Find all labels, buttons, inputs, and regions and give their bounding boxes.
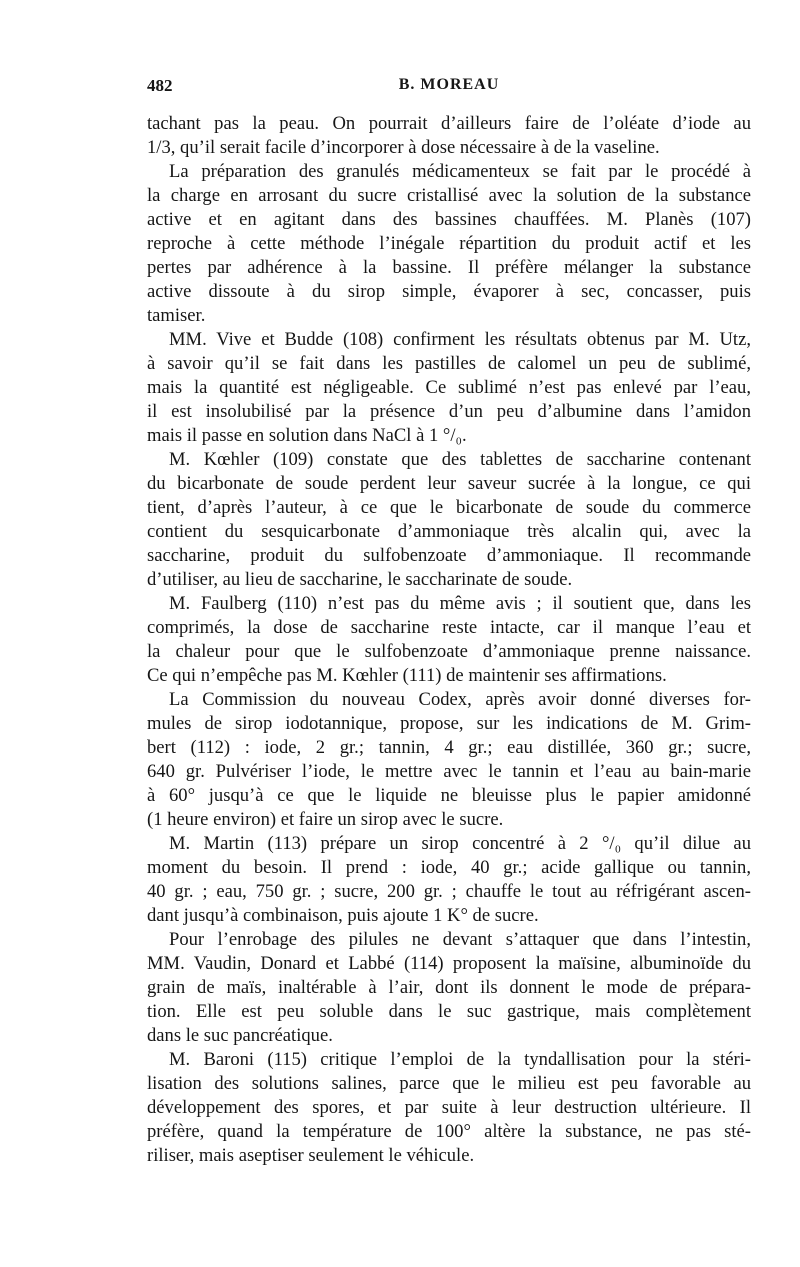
text-line: à 60° jusqu’à ce que le liquide ne bleuisse plus le papier amidonné (147, 785, 751, 806)
page-header (147, 76, 751, 102)
text-line: d’utiliser, au lieu de saccharine, le saccharinate de soude. (147, 569, 573, 590)
text-line: tachant pas la peau. On pourrait d’ailleurs faire de l’oléate d’iode au (147, 113, 751, 134)
text-line: mais la quantité est négligeable. Ce sublimé n’est pas enlevé par l’eau, (147, 377, 751, 398)
text-line: saccharine, produit du sulfobenzoate d’ammoniaque. Il recommande (147, 545, 751, 566)
text-line: tient, d’après l’auteur, à ce que le bicarbonate de soude du commerce (147, 497, 751, 518)
text-line: lisation des solutions salines, parce que le milieu est peu favorable au (147, 1073, 751, 1094)
text-line: tion. Elle est peu soluble dans le suc gastrique, mais complètement (147, 1001, 751, 1022)
text-line: il est insolubilisé par la présence d’un peu d’albumine dans l’amidon (147, 401, 751, 422)
text-line: la chaleur pour que le sulfobenzoate d’ammoniaque prenne naissance. (147, 641, 751, 662)
text-line: M. Martin (113) prépare un sirop concentré à 2 °/₀ qu’il dilue au (169, 833, 751, 854)
text-line: préfère, quand la température de 100° altère la substance, ne pas sté- (147, 1121, 751, 1142)
text-line: M. Baroni (115) critique l’emploi de la tyndallisation pour la stéri- (169, 1049, 751, 1070)
text-line: M. Faulberg (110) n’est pas du même avis ; il soutient que, dans les (169, 593, 751, 614)
text-line: la charge en arrosant du sucre cristallisé avec la solution de la substance (147, 185, 751, 206)
text-line: dant jusqu’à combinaison, puis ajoute 1 K° de sucre. (147, 905, 539, 926)
text-line: (1 heure environ) et faire un sirop avec le sucre. (147, 809, 504, 830)
text-line: contient du sesquicarbonate d’ammoniaque très alcalin qui, avec la (147, 521, 751, 542)
text-line: du bicarbonate de soude perdent leur saveur sucrée à la longue, ce qui (147, 473, 751, 494)
text-line: Ce qui n’empêche pas M. Kœhler (111) de maintenir ses affirmations. (147, 665, 667, 686)
text-line: La Commission du nouveau Codex, après avoir donné diverses for- (169, 689, 751, 710)
text-line: tamiser. (147, 305, 206, 326)
text-line: reproche à cette méthode l’inégale répartition du produit actif et les (147, 233, 751, 254)
text-line: mais il passe en solution dans NaCl à 1 °/₀. (147, 425, 467, 446)
text-line: riliser, mais aseptiser seulement le véhicule. (147, 1145, 475, 1166)
text-line: La préparation des granulés médicamenteux se fait par le procédé à (169, 161, 751, 182)
text-line: bert (112) : iode, 2 gr.; tannin, 4 gr.; eau distillée, 360 gr.; sucre, (147, 737, 751, 758)
text-line: développement des spores, et par suite à leur destruction ultérieure. Il (147, 1097, 751, 1118)
text-line: 1/3, qu’il serait facile d’incorporer à dose nécessaire à de la vaseline. (147, 137, 660, 158)
running-head: B. MOREAU (398, 76, 500, 93)
text-line: à savoir qu’il se fait dans les pastilles de calomel un peu de sublimé, (147, 353, 751, 374)
text-line: M. Kœhler (109) constate que des tablettes de saccharine contenant (169, 449, 751, 470)
text-line: 40 gr. ; eau, 750 gr. ; sucre, 200 gr. ; chauffe le tout au réfrigérant ascen- (147, 881, 751, 902)
text-line: comprimés, la dose de saccharine reste intacte, car il manque l’eau et (147, 617, 751, 638)
text-line: pertes par adhérence à la bassine. Il préfère mélanger la substance (147, 257, 751, 278)
text-line: active dissoute à du sirop simple, évaporer à sec, concasser, puis (147, 281, 751, 302)
text-line: Pour l’enrobage des pilules ne devant s’attaquer que dans l’intestin, (169, 929, 751, 950)
text-line: MM. Vaudin, Donard et Labbé (114) proposent la maïsine, albuminoïde du (147, 953, 751, 974)
body-text (147, 112, 751, 1168)
text-line: 640 gr. Pulvériser l’iode, le mettre avec le tannin et l’eau au bain-marie (147, 761, 751, 782)
page-number: 482 (147, 76, 173, 95)
text-line: grain de maïs, inaltérable à l’air, dont ils donnent le mode de prépara- (147, 977, 751, 998)
text-line: dans le suc pancréatique. (147, 1025, 333, 1046)
text-line: moment du besoin. Il prend : iode, 40 gr.; acide gallique ou tannin, (147, 857, 751, 878)
text-line: active et en agitant dans des bassines chauffées. M. Planès (107) (147, 209, 751, 230)
text-line: MM. Vive et Budde (108) confirment les résultats obtenus par M. Utz, (169, 329, 751, 350)
text-line: mules de sirop iodotannique, propose, sur les indications de M. Grim- (147, 713, 751, 734)
